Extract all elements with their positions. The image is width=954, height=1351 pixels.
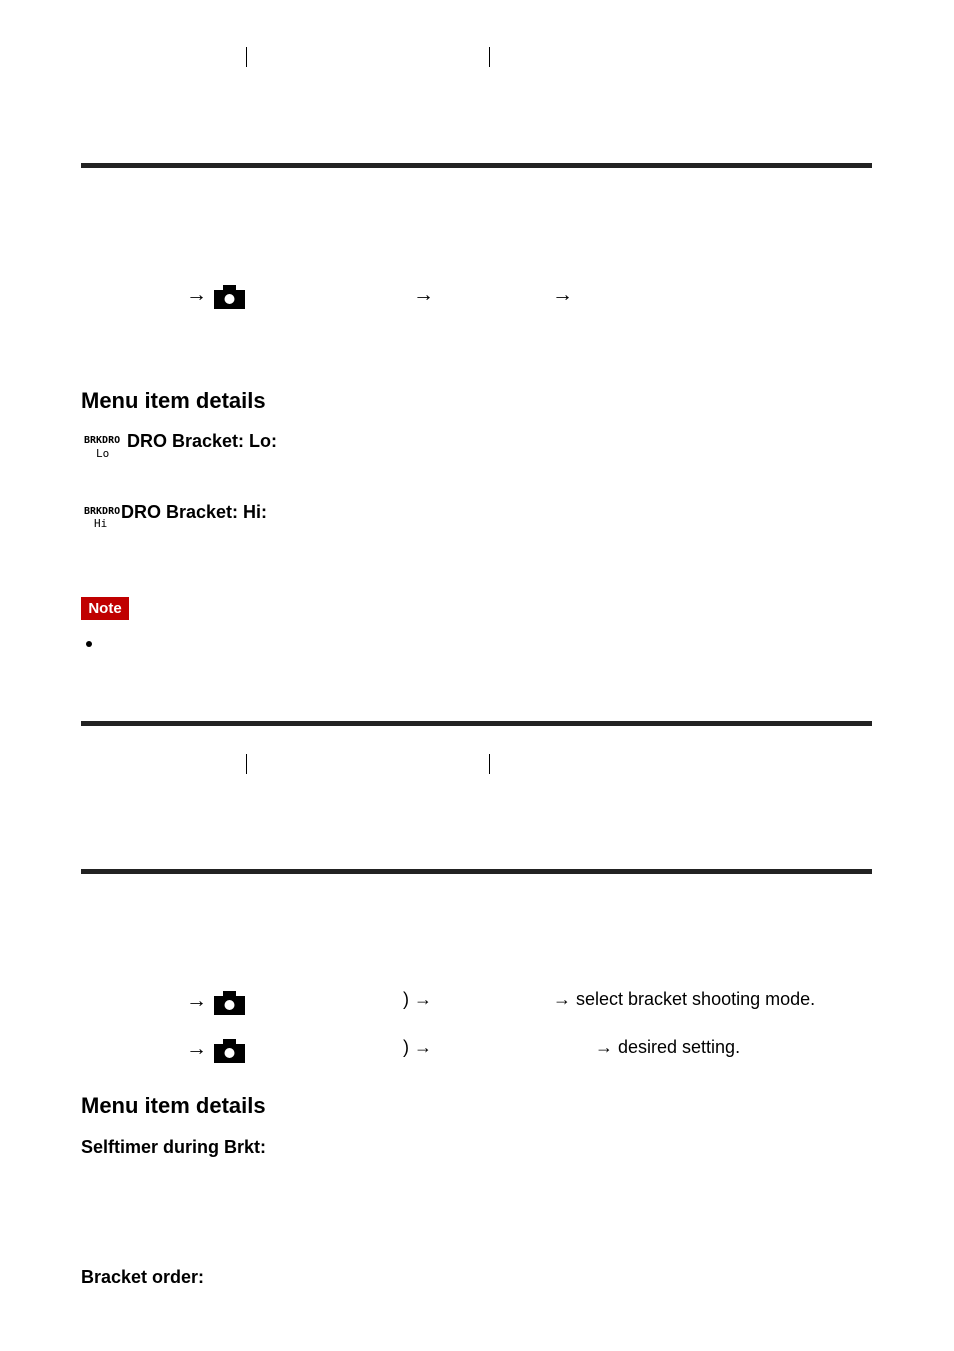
note-badge: Note <box>81 597 129 620</box>
svg-text:Hi: Hi <box>94 517 108 530</box>
title-rule <box>81 163 872 168</box>
camera-icon <box>214 991 245 1015</box>
camera-icon <box>214 285 245 309</box>
menu-arrow: → <box>186 989 207 1012</box>
page-divider <box>81 721 872 726</box>
menu-path-paren-arrow: ) → <box>403 1037 432 1057</box>
dro-bracket-lo-icon <box>84 432 126 460</box>
camera-icon <box>214 1039 245 1063</box>
menu-item-details-heading: Menu item details <box>81 1093 266 1118</box>
menu-arrow: → <box>552 283 573 306</box>
breadcrumb-separator <box>246 47 247 67</box>
menu-path-tail: → select bracket shooting mode. <box>553 989 816 1009</box>
breadcrumb-separator <box>246 754 247 774</box>
menu-arrow: → <box>186 283 207 306</box>
selftimer-during-brkt-label: Selftimer during Brkt: <box>81 1137 267 1157</box>
menu-item-details-heading: Menu item details <box>81 388 266 413</box>
svg-text:BRKDRO: BRKDRO <box>84 506 121 517</box>
dro-bracket-lo-label: DRO Bracket: Lo: <box>127 431 278 451</box>
note-bullet <box>86 641 92 647</box>
dro-bracket-hi-label: DRO Bracket: Hi: <box>121 502 268 522</box>
svg-text:BRKDRO: BRKDRO <box>84 435 121 446</box>
menu-arrow: → <box>186 1037 207 1060</box>
menu-path-paren-arrow: ) → <box>403 989 432 1009</box>
dro-bracket-hi-icon <box>84 503 126 531</box>
bracket-order-label: Bracket order: <box>81 1267 205 1287</box>
svg-text:Lo: Lo <box>96 447 110 460</box>
breadcrumb-separator <box>489 47 490 67</box>
title-rule <box>81 869 872 874</box>
breadcrumb-separator <box>489 754 490 774</box>
menu-arrow: → <box>413 283 434 306</box>
menu-path-tail: → desired setting. <box>595 1037 741 1057</box>
